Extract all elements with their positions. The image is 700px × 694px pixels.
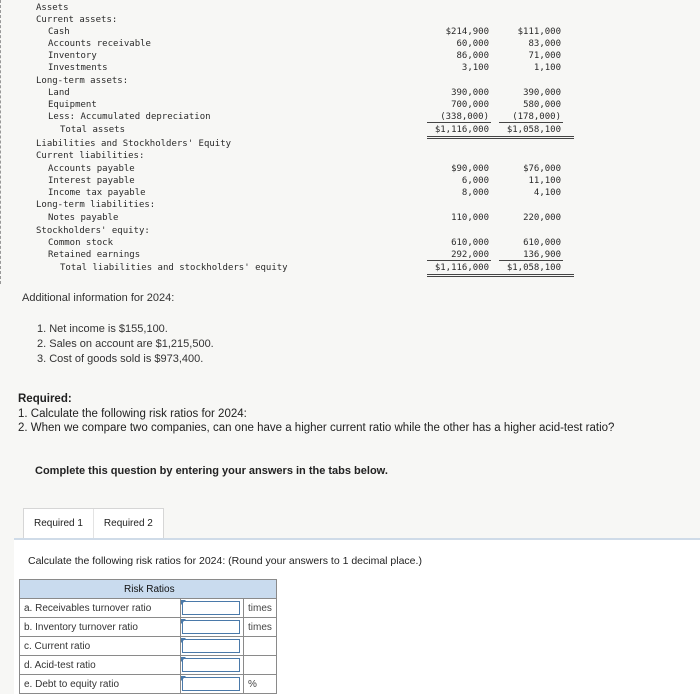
bs-label-common-stock: Common stock <box>48 238 114 248</box>
bs-retained-earnings-2024: 292,000 <box>451 250 489 260</box>
subtotal-rule-2023 <box>499 122 563 123</box>
ratio-unit: % <box>244 675 277 694</box>
bs-cash-2023: $111,000 <box>517 27 561 37</box>
balance-sheet <box>0 0 700 284</box>
subtotal-rule-liab-2024 <box>427 260 491 261</box>
additional-info-item: 2. Sales on account are $1,215,500. <box>37 338 214 350</box>
input-marker-icon <box>181 600 186 605</box>
bs-label-cash: Cash <box>48 27 70 37</box>
input-marker-icon <box>181 676 186 681</box>
bs-label-stockholders-equity: Stockholders' equity: <box>36 226 150 236</box>
debt-to-equity-input[interactable] <box>182 677 240 691</box>
bs-common-stock-2023: 610,000 <box>523 238 561 248</box>
bs-notes-payable-2024: 110,000 <box>451 213 489 223</box>
bs-label-investments: Investments <box>48 63 108 73</box>
input-marker-icon <box>181 638 186 643</box>
bs-accum-dep-2023: (178,000) <box>512 112 561 122</box>
risk-ratios-header-label: Risk Ratios <box>124 583 175 595</box>
input-marker-icon <box>181 619 186 624</box>
ratio-unit: times <box>244 618 277 637</box>
tab-panel <box>14 538 700 694</box>
required-item: 2. When we compare two companies, can one have a higher current ratio while the other has a higher acid-test ratio? <box>18 422 615 434</box>
bs-retained-earnings-2023: 136,900 <box>523 250 561 260</box>
bs-land-2024: 390,000 <box>451 88 489 98</box>
ratio-label: e. Debt to equity ratio <box>20 675 181 694</box>
bs-label-income-tax-payable: Income tax payable <box>48 188 146 198</box>
bs-total-assets-2024: $1,116,000 <box>434 125 489 135</box>
bs-ar-2023: 83,000 <box>528 39 561 49</box>
bs-label-current-assets: Current assets: <box>36 15 118 25</box>
total-liab-double-rule-2 <box>427 276 574 277</box>
ratio-label: d. Acid-test ratio <box>20 656 181 675</box>
bs-label-ar: Accounts receivable <box>48 39 151 49</box>
risk-ratios-table <box>19 579 277 694</box>
input-marker-icon <box>181 657 186 662</box>
bs-total-liab-equity-2024: $1,116,000 <box>434 263 489 273</box>
bs-label-total-liab-equity: Total liabilities and stockholders' equity <box>60 263 288 273</box>
acid-test-ratio-input[interactable] <box>182 658 240 672</box>
total-assets-double-rule-2 <box>427 138 574 139</box>
panel-prompt: Calculate the following risk ratios for 2024: (Round your answers to 1 decimal place.) <box>28 555 422 567</box>
bs-label-land: Land <box>48 88 70 98</box>
bs-inventory-2023: 71,000 <box>528 51 561 61</box>
risk-ratios-header <box>20 580 277 599</box>
bs-label-total-assets: Total assets <box>60 125 126 135</box>
required-item: 1. Calculate the following risk ratios for 2024: <box>18 408 247 420</box>
bs-ap-2023: $76,000 <box>523 164 561 174</box>
receivables-turnover-input[interactable] <box>182 601 240 615</box>
required-list <box>18 407 614 435</box>
table-row <box>20 637 277 656</box>
tab-required-1[interactable]: Required 1 <box>24 509 94 539</box>
bs-equipment-2024: 700,000 <box>451 100 489 110</box>
table-row <box>20 599 277 618</box>
bs-total-assets-2023: $1,058,100 <box>506 125 561 135</box>
bs-label-interest-payable: Interest payable <box>48 176 135 186</box>
bs-label-long-term-assets: Long-term assets: <box>36 76 129 86</box>
bs-label-notes-payable: Notes payable <box>48 213 119 223</box>
additional-info-title: Additional information for 2024: <box>22 292 175 304</box>
bs-notes-payable-2023: 220,000 <box>523 213 561 223</box>
bs-land-2023: 390,000 <box>523 88 561 98</box>
left-dashed-border <box>0 0 4 284</box>
bs-interest-payable-2024: 6,000 <box>461 176 489 186</box>
bs-label-retained-earnings: Retained earnings <box>48 250 141 260</box>
bs-total-liab-equity-2023: $1,058,100 <box>506 263 561 273</box>
bs-label-accum-dep: Less: Accumulated depreciation <box>48 112 211 122</box>
current-ratio-input[interactable] <box>182 639 240 653</box>
bs-accum-dep-2024: (338,000) <box>440 112 489 122</box>
table-row <box>20 618 277 637</box>
tab-required-2[interactable]: Required 2 <box>103 518 153 529</box>
bs-common-stock-2024: 610,000 <box>451 238 489 248</box>
table-row <box>20 656 277 675</box>
additional-info-list <box>37 322 214 367</box>
subtotal-rule-liab-2023 <box>499 260 563 261</box>
instruction-text: Complete this question by entering your answers in the tabs below. <box>35 465 388 477</box>
bs-cash-2024: $214,900 <box>445 27 489 37</box>
bs-label-assets: Assets <box>36 3 69 13</box>
ratio-label: b. Inventory turnover ratio <box>20 618 181 637</box>
bs-investments-2023: 1,100 <box>533 63 561 73</box>
bs-income-tax-payable-2023: 4,100 <box>533 188 561 198</box>
bs-label-liab-equity: Liabilities and Stockholders' Equity <box>36 139 232 149</box>
table-row <box>20 675 277 694</box>
bs-label-equipment: Equipment <box>48 100 97 110</box>
bs-income-tax-payable-2024: 8,000 <box>461 188 489 198</box>
bs-investments-2024: 3,100 <box>461 63 489 73</box>
total-assets-double-rule-1 <box>427 136 574 137</box>
total-liab-double-rule-1 <box>427 274 574 275</box>
additional-info-item: 3. Cost of goods sold is $973,400. <box>37 353 204 365</box>
inventory-turnover-input[interactable] <box>182 620 240 634</box>
question-tabs <box>23 508 164 539</box>
ratio-label: a. Receivables turnover ratio <box>20 599 181 618</box>
bs-interest-payable-2023: 11,100 <box>528 176 561 186</box>
bs-label-long-term-liab: Long-term liabilities: <box>36 200 156 210</box>
bs-label-ap: Accounts payable <box>48 164 135 174</box>
bs-label-inventory: Inventory <box>48 51 97 61</box>
bs-ar-2024: 60,000 <box>456 39 489 49</box>
additional-info-item: 1. Net income is $155,100. <box>37 323 168 335</box>
bs-label-current-liab: Current liabilities: <box>36 151 145 161</box>
ratio-label: c. Current ratio <box>20 637 181 656</box>
bs-inventory-2024: 86,000 <box>456 51 489 61</box>
ratio-unit <box>244 637 277 656</box>
ratio-unit <box>244 656 277 675</box>
ratio-unit: times <box>244 599 277 618</box>
required-title: Required: <box>18 393 72 405</box>
subtotal-rule-2024 <box>427 122 491 123</box>
bs-ap-2024: $90,000 <box>451 164 489 174</box>
bs-equipment-2023: 580,000 <box>523 100 561 110</box>
